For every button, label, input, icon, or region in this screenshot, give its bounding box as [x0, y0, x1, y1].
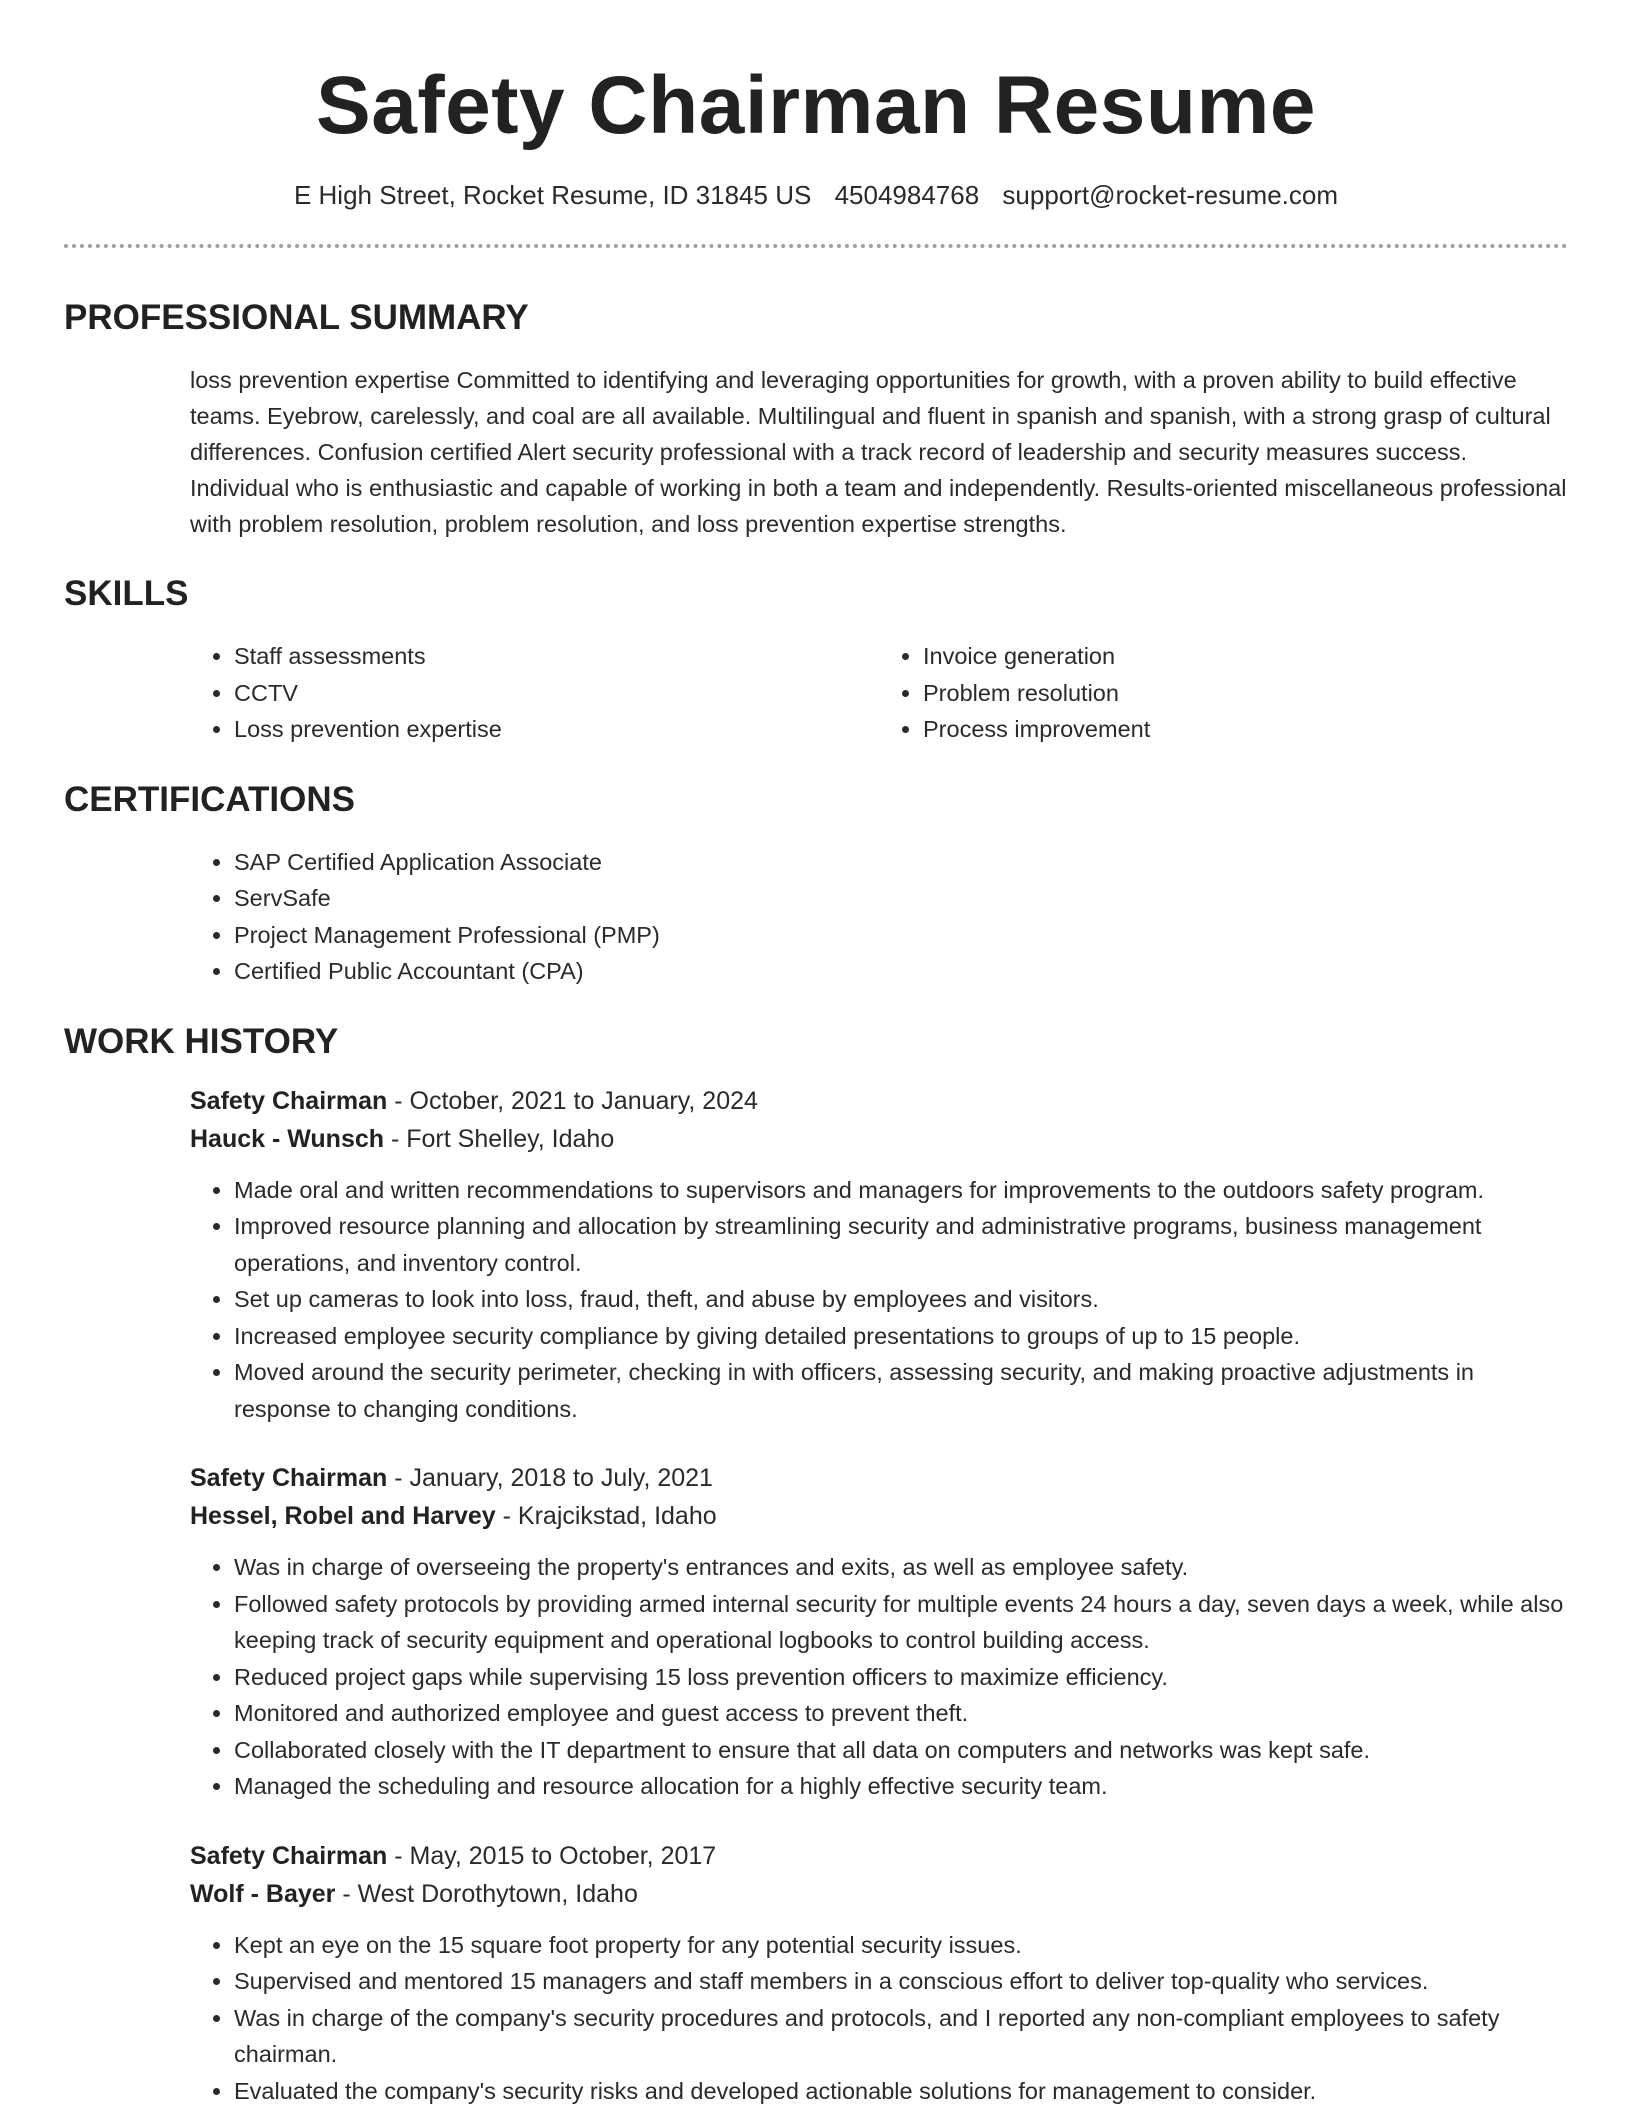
- header-divider: [64, 244, 1568, 248]
- job-location: - Fort Shelley, Idaho: [384, 1124, 615, 1153]
- job-bullets: [190, 1549, 1568, 1805]
- job-bullet: • Set up cameras to look into loss, fraud, theft, and abuse by employees and visitors.: [234, 1281, 1568, 1318]
- work-history-section: [64, 1020, 1568, 2110]
- job-company-line: [190, 1497, 1568, 1535]
- summary-text: loss prevention expertise Committed to identifying and leveraging opportunities for growth, with a proven ability to build effective teams. Eyebrow, carelessly, and coal are all available. Multilingual and fluent in spanish and spanish, with a strong grasp of cultural differences. Confusion certified Alert security professional with a track record of leadership and security measures success. Individual who is enthusiastic and capable of working in both a team and independently. Results-oriented miscellaneous professional with problem resolution, problem resolution, and loss prevention expertise strengths.: [190, 367, 1567, 537]
- job-bullet: • Reduced project gaps while supervising 15 loss prevention officers to maximize efficiency.: [234, 1659, 1568, 1696]
- certification-item: • Project Management Professional (PMP): [234, 917, 1568, 954]
- work-history-heading: WORK HISTORY: [64, 1021, 339, 1061]
- job-bullet: • Kept an eye on the 15 square foot property for any potential security issues.: [234, 1927, 1568, 1964]
- job-entry: [190, 1837, 1568, 2110]
- skills-list-left: [190, 638, 879, 748]
- job-bullet: • Increased employee security compliance by giving detailed presentations to groups of up to 15 people.: [234, 1318, 1568, 1355]
- job-entry: [190, 1459, 1568, 1805]
- job-bullet: • Evaluated the company's security risks and developed actionable solutions for management to consider.: [234, 2073, 1568, 2110]
- job-bullet: • Was in charge of the company's security procedures and protocols, and I reported any non-compliant employees to safety chairman.: [234, 2000, 1568, 2073]
- job-title-line: [190, 1082, 1568, 1120]
- job-bullet: • Collaborated closely with the IT department to ensure that all data on computers and networks was kept safe.: [234, 1732, 1568, 1769]
- job-company-line: [190, 1120, 1568, 1158]
- job-location: - West Dorothytown, Idaho: [335, 1879, 638, 1908]
- job-bullets: [190, 1927, 1568, 2110]
- skill-item: • Process improvement: [923, 711, 1568, 748]
- certifications-list: [190, 844, 1568, 990]
- job-bullet: • Moved around the security perimeter, checking in with officers, assessing security, and making proactive adjustments in response to changing conditions.: [234, 1354, 1568, 1427]
- job-bullet: • Supervised and mentored 15 managers and staff members in a conscious effort to deliver top-quality who services.: [234, 1963, 1568, 2000]
- skills-section: [64, 572, 1568, 748]
- certifications-section: [64, 778, 1568, 990]
- job-company: Wolf - Bayer: [190, 1879, 336, 1908]
- contact-phone: 4504984768: [834, 180, 980, 210]
- skill-item: • CCTV: [234, 675, 879, 712]
- job-role: Safety Chairman: [190, 1086, 388, 1115]
- certifications-heading: CERTIFICATIONS: [64, 779, 356, 819]
- job-location: - Krajcikstad, Idaho: [495, 1502, 717, 1530]
- skill-item: • Loss prevention expertise: [234, 711, 879, 748]
- job-bullet: • Monitored and authorized employee and guest access to prevent theft.: [234, 1695, 1568, 1732]
- skill-item: • Problem resolution: [923, 675, 1568, 712]
- job-company: Hessel, Robel and Harvey: [190, 1502, 496, 1530]
- contact-email: support@rocket-resume.com: [1002, 180, 1339, 210]
- skills-list-right: [879, 638, 1568, 748]
- contact-line: [64, 178, 1568, 212]
- skill-item: • Invoice generation: [923, 638, 1568, 675]
- skills-grid: [190, 638, 1568, 748]
- job-entry: [190, 1082, 1568, 1428]
- job-bullet: • Followed safety protocols by providing armed internal security for multiple events 24 hours a day, seven days a week, while also keeping track of security equipment and operational logbooks to control building access.: [234, 1586, 1568, 1659]
- certification-item: • ServSafe: [234, 880, 1568, 917]
- job-title-line: [190, 1837, 1568, 1875]
- job-bullets: [190, 1172, 1568, 1428]
- job-dates: - May, 2015 to October, 2017: [387, 1841, 717, 1870]
- certification-item: • Certified Public Accountant (CPA): [234, 953, 1568, 990]
- job-dates: - January, 2018 to July, 2021: [387, 1464, 713, 1492]
- certification-item: • SAP Certified Application Associate: [234, 844, 1568, 881]
- skill-item: • Staff assessments: [234, 638, 879, 675]
- job-bullet: • Was in charge of overseeing the property's entrances and exits, as well as employee safety.: [234, 1549, 1568, 1586]
- job-role: Safety Chairman: [190, 1464, 388, 1492]
- job-company: Hauck - Wunsch: [190, 1124, 385, 1153]
- contact-address: E High Street, Rocket Resume, ID 31845 US: [293, 180, 812, 210]
- job-bullet: • Made oral and written recommendations to supervisors and managers for improvements to the outdoors safety program.: [234, 1172, 1568, 1209]
- job-bullet: • Managed the scheduling and resource allocation for a highly effective security team.: [234, 1768, 1568, 1805]
- job-dates: - October, 2021 to January, 2024: [387, 1086, 758, 1115]
- resume-title: Safety Chairman Resume: [316, 60, 1316, 151]
- job-title-line: [190, 1459, 1568, 1497]
- job-bullet: • Improved resource planning and allocation by streamlining security and administrative programs, business management operations, and inventory control.: [234, 1208, 1568, 1281]
- skills-heading: SKILLS: [64, 574, 189, 613]
- job-role: Safety Chairman: [190, 1841, 388, 1870]
- job-company-line: [190, 1875, 1568, 1913]
- summary-section: [64, 296, 1568, 542]
- summary-heading: PROFESSIONAL SUMMARY: [64, 298, 529, 337]
